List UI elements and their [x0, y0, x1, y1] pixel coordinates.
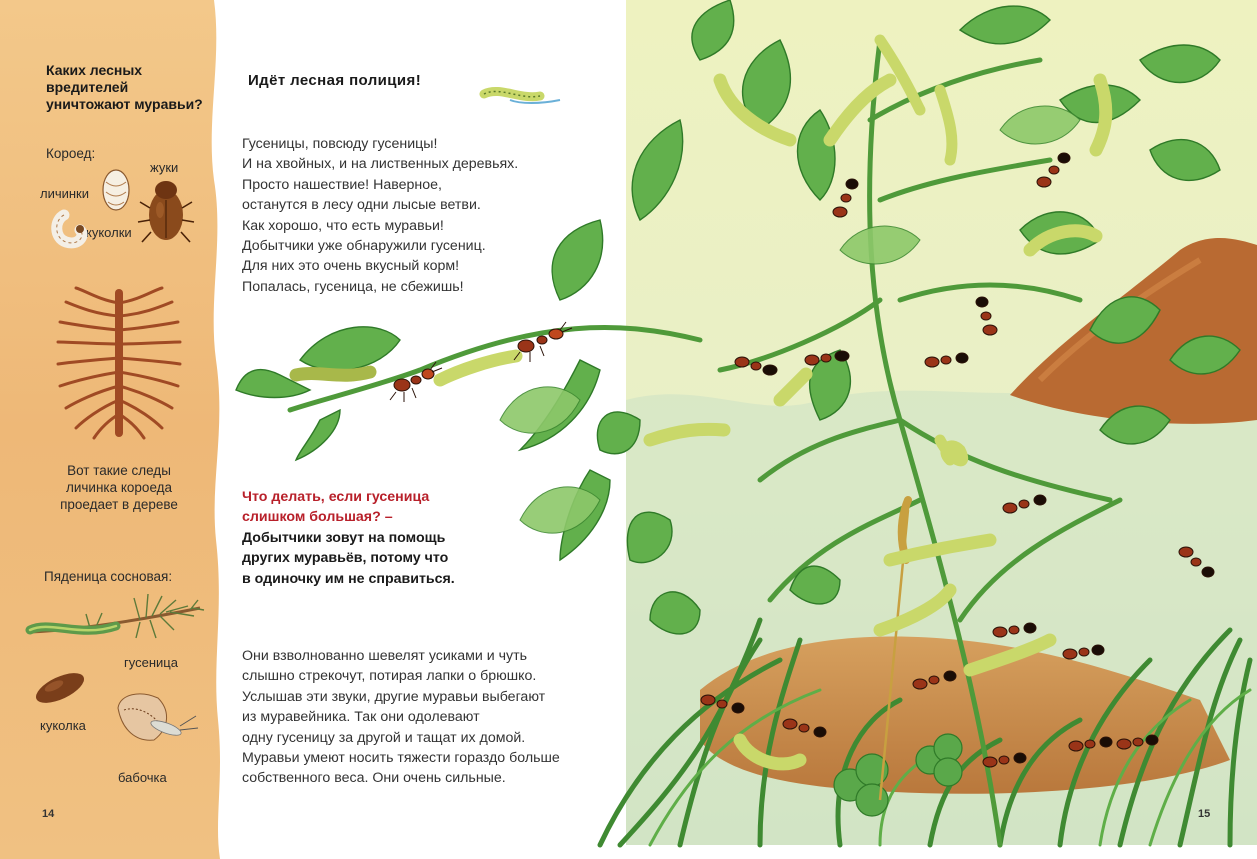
- answer-line: Добытчики зовут на помощь: [242, 529, 446, 546]
- caterpillar-icon: [296, 372, 370, 375]
- answer-line: в одиночку им не справиться.: [242, 570, 455, 587]
- bark-beetle-label: Короед:: [46, 146, 96, 161]
- paragraph-closing: Они взволнованно шевелят усиками и чуть слышно стрекочут, потирая лапки о брюшко. Услышав эти звуки, другие муравьи выбегают из муравейника. Так они одолевают одну гусеницу за другой и тащат их домой. Муравьи умеют носить тяжести гораздо больше собственного веса. Они очень сильные.: [242, 648, 560, 787]
- paragraph-intro: Гусеницы, повсюду гусеницы! И на хвойных, и на лиственных деревьях. Просто нашествие! Наверное, останутся в лесу одни лысые ветви. Как хорошо, что есть муравьи! Добытчики уже обнаружили гусениц. Для них это очень вкусный корм! Попалась, гусеница, не сбежишь!: [242, 136, 519, 295]
- moth-pupa-label: куколка: [40, 718, 86, 733]
- caterpillar-icon: [484, 91, 540, 96]
- question-block: [242, 487, 455, 589]
- question-line: слишком большая? –: [242, 509, 393, 526]
- beetle-adults-label: жуки: [150, 160, 179, 175]
- beetle-larvae-label: личинки: [40, 186, 90, 201]
- beetle-pupae-label: куколки: [86, 225, 132, 240]
- page-heading: Идёт лесная полиция!: [248, 72, 422, 89]
- page-number-left: 14: [42, 808, 55, 820]
- moth-caterpillar-label: гусеница: [124, 655, 178, 670]
- trace-caption: Вот такие следы личинка короеда проедает в дереве: [60, 463, 178, 512]
- answer-line: других муравьёв, потому что: [242, 550, 449, 567]
- question-line: Что делать, если гусеница: [242, 489, 430, 505]
- moth-butterfly-label: бабочка: [118, 770, 167, 785]
- pine-moth-label: Пяденица сосновая:: [44, 569, 173, 584]
- sidebar-title: Каких лесных вредителей уничтожают муравьи?: [46, 62, 203, 112]
- page-number-right: 15: [1198, 808, 1211, 820]
- caterpillar-icon: [940, 440, 963, 461]
